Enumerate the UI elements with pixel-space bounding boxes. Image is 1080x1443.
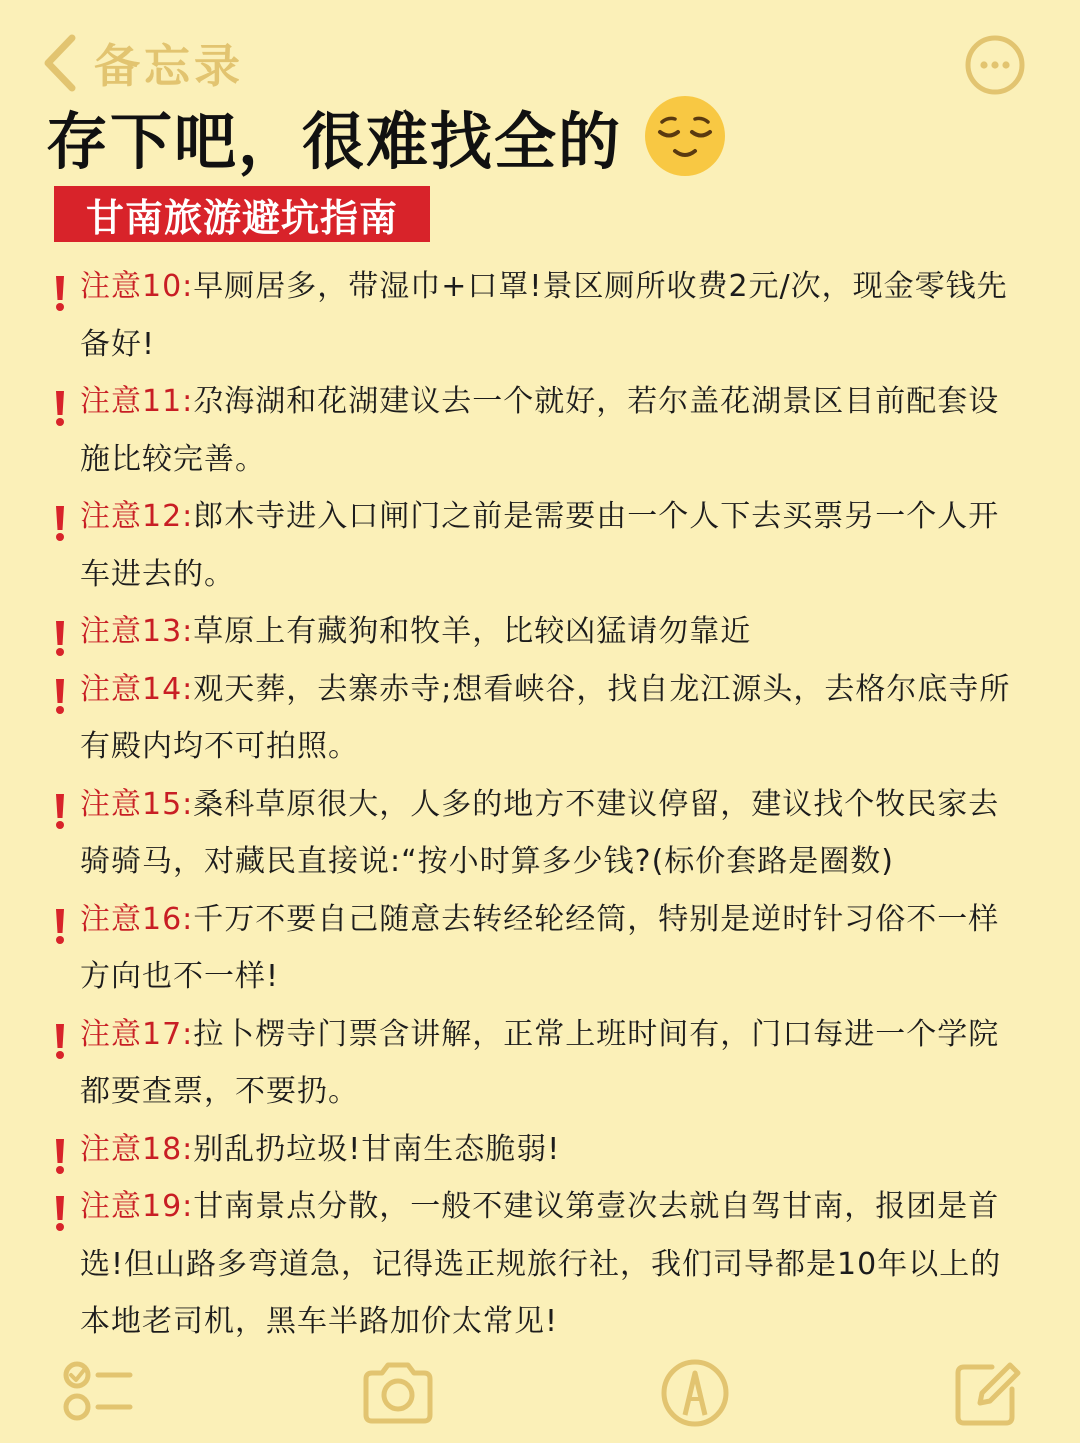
list-item	[0, 1121, 1080, 1179]
exclamation-icon	[50, 504, 70, 542]
exclamation-icon	[50, 792, 70, 830]
note-label: 注意11:	[80, 384, 194, 419]
more-button[interactable]	[964, 34, 1026, 96]
bottom-toolbar	[0, 1333, 1080, 1443]
notes-list	[0, 258, 1080, 1351]
chevron-left-icon[interactable]	[40, 32, 80, 94]
note-label: 注意13:	[80, 614, 194, 649]
list-item	[0, 488, 1080, 603]
camera-icon	[358, 1353, 438, 1433]
note-label: 注意16:	[80, 901, 194, 937]
note-text: 千万不要自己随意去转经轮经筒，特别是逆时针习俗不一样方向也不一样!	[80, 901, 1000, 994]
compose-icon	[948, 1353, 1028, 1433]
exclamation-icon	[50, 1137, 70, 1175]
list-item	[0, 373, 1080, 488]
list-item	[0, 1006, 1080, 1121]
note-label: 注意15:	[80, 786, 194, 822]
back-button-label[interactable]: 备忘录	[94, 39, 244, 93]
checklist-button[interactable]	[60, 1353, 140, 1433]
list-item	[0, 776, 1080, 891]
note-text: 桑科草原很大，人多的地方不建议停留，建议找个牧民家去骑骑马，对藏民直接说:“按小时算多少钱?(标价套路是圈数)	[80, 786, 1000, 879]
list-item	[0, 258, 1080, 373]
list-item	[0, 1178, 1080, 1351]
note-label: 注意14:	[80, 671, 194, 707]
note-text: 郎木寺进入口闸门之前是需要由一个人下去买票另一个人开车进去的。	[80, 499, 1000, 592]
pen-markup-icon	[655, 1353, 735, 1433]
page-title-row	[46, 96, 726, 176]
exclamation-icon	[50, 907, 70, 945]
page-title: 存下吧，很难找全的	[46, 104, 623, 178]
relieved-face-icon	[644, 95, 726, 177]
exclamation-icon	[50, 274, 70, 312]
note-text: 早厕居多，带湿巾+口罩!景区厕所收费2元/次，现金零钱先备好!	[80, 269, 1008, 362]
exclamation-icon	[50, 619, 70, 657]
note-label: 注意10:	[80, 269, 194, 304]
note-label: 注意18:	[80, 1131, 194, 1167]
note-label: 注意12:	[80, 499, 194, 534]
exclamation-icon	[50, 1022, 70, 1060]
list-item	[0, 603, 1080, 661]
list-item	[0, 661, 1080, 776]
note-text: 草原上有藏狗和牧羊，比较凶猛请勿靠近	[193, 614, 752, 649]
note-text: 拉卜楞寺门票含讲解，正常上班时间有，门口每进一个学院都要查票，不要扔。	[80, 1016, 1000, 1109]
banner-text: 甘南旅游避坑指南	[85, 195, 398, 240]
exclamation-icon	[50, 677, 70, 715]
note-text: 别乱扔垃圾!甘南生态脆弱!	[193, 1131, 561, 1167]
ellipsis-circle-icon	[964, 34, 1026, 96]
exclamation-icon	[50, 1194, 70, 1232]
markup-button[interactable]	[655, 1353, 735, 1433]
note-label: 注意19:	[80, 1189, 194, 1224]
exclamation-icon	[50, 389, 70, 427]
nav-bar	[40, 28, 244, 98]
section-banner	[54, 186, 430, 242]
compose-button[interactable]	[948, 1353, 1028, 1433]
camera-button[interactable]	[358, 1353, 438, 1433]
note-text: 尕海湖和花湖建议去一个就好，若尔盖花湖景区目前配套设施比较完善。	[80, 384, 1000, 477]
note-label: 注意17:	[80, 1016, 194, 1052]
list-item	[0, 891, 1080, 1006]
note-text: 甘南景点分散，一般不建议第壹次去就自驾甘南，报团是首选!但山路多弯道急，记得选正规旅行社，我们司导都是10年以上的本地老司机，黑车半路加价太常见!	[80, 1189, 1002, 1339]
checklist-icon	[60, 1353, 140, 1433]
note-text: 观天葬，去寨赤寺;想看峡谷，找自龙江源头，去格尔底寺所有殿内均不可拍照。	[80, 671, 1011, 764]
